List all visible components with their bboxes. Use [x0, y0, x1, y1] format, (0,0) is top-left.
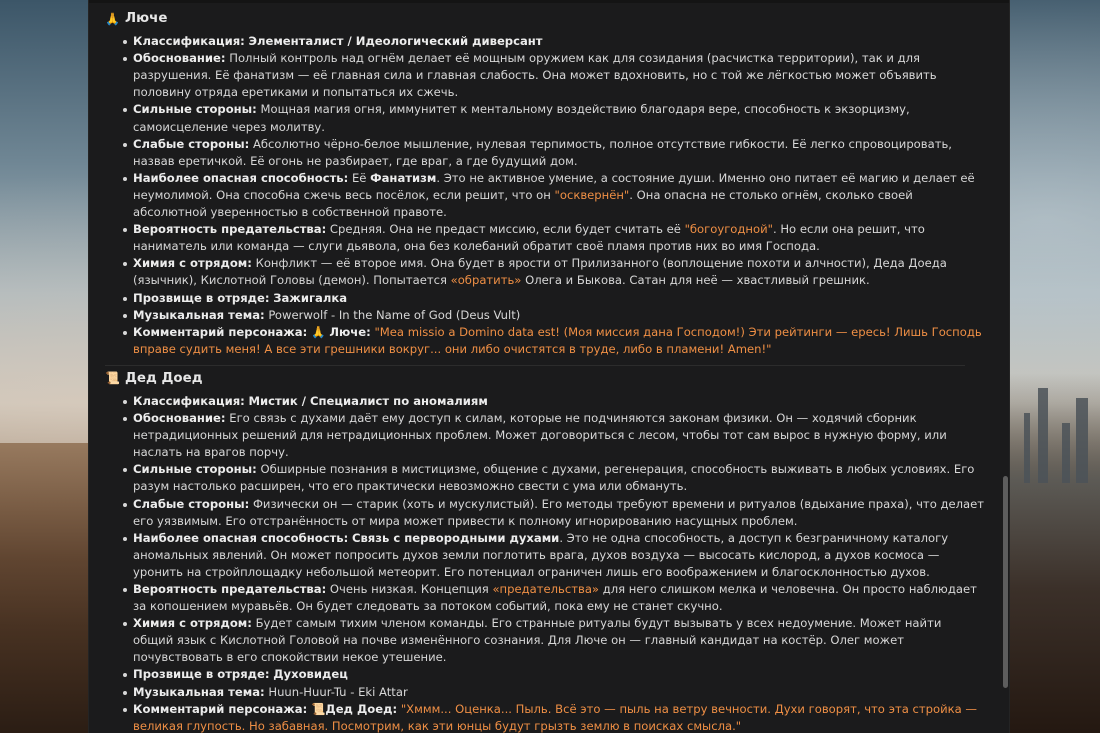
attribute-text: Средняя. Она не предаст миссию, если будет считать её [326, 222, 685, 237]
attribute-item [133, 33, 985, 50]
attribute-text: для него слишком мелка и человечна. Он просто наблюдает за копошением муравьёв. Он будет следовать за потоком событий, пока ему не станет скучно. [133, 582, 977, 614]
attribute-label: Сильные стороны: [133, 102, 257, 117]
attribute-text: Абсолютно чёрно-белое мышление, нулевая терпимость, полное отсутствие гибкости. Её легко спровоцировать, назвав еретичкой. Её огонь не разбирает, где враг, а где будущий дом. [133, 136, 952, 168]
attribute-item [133, 410, 985, 461]
attribute-label: Музыкальная тема: [133, 684, 265, 699]
background-tower [1076, 398, 1088, 483]
attribute-item [133, 496, 985, 530]
attribute-item [133, 701, 985, 733]
attribute-label: Комментарий персонажа: [133, 324, 308, 339]
attribute-label: Музыкальная тема: [133, 307, 265, 322]
character-attribute-list [105, 393, 985, 733]
highlighted-text: «предательства» [492, 582, 600, 596]
character-heading [105, 10, 985, 27]
attribute-item [133, 290, 985, 307]
section-divider [105, 365, 965, 366]
highlighted-text: «обратить» [450, 273, 522, 288]
attribute-text: Мощная магия огня, иммунитет к ментальному воздействию благодаря вере, способность к экзорцизму, самоисцеление через молитву. [133, 102, 910, 134]
background-tower [1062, 423, 1070, 483]
bold-text: 📜Дед Доед: [310, 701, 398, 716]
attribute-label: Классификация: [133, 393, 245, 408]
attribute-item [133, 136, 985, 170]
attribute-item [133, 101, 985, 135]
bold-text: Духовидец [273, 667, 348, 682]
attribute-text: Будет самым тихим членом команды. Его странные ритуалы будут вызывать у всех недоумение. Может найти общий язык с Кислотной Головой на почве изменённого сознания. Для Люче он — главный кандидат на костёр. Олег может почувствовать в его спокойствии некое утешение. [133, 616, 942, 665]
attribute-text: . Но если она решит, что наниматель или команда — слуги дьявола, она без колебаний обратит своё пламя против них во имя Господа. [133, 222, 925, 254]
attribute-item [133, 581, 985, 615]
attribute-text: Полный контроль над огнём делает её мощным оружием как для созидания (расчистка территории), так и для разрушения. Её фанатизм — её главная сила и главная слабость. Она может вдохновить, но с той же лёгкостью может объявить половину отряда еретиками и попытаться их сжечь. [133, 51, 937, 100]
attribute-text: Физически он — старик (хоть и мускулистый). Его методы требуют времени и ритуалов (вдыхание праха), что делает его уязвимым. Его отстранённость от мира может привести к полному игнорированию насущных проблем. [133, 496, 985, 528]
message-content [105, 6, 985, 733]
attribute-label: Вероятность предательства: [133, 222, 327, 237]
attribute-item [133, 170, 985, 221]
attribute-item [133, 324, 985, 358]
attribute-label: Комментарий персонажа: [133, 701, 308, 716]
scrollbar-thumb[interactable] [1003, 476, 1008, 688]
attribute-item [133, 461, 985, 495]
attribute-label: Сильные стороны: [133, 462, 257, 477]
background-tower [1038, 388, 1048, 483]
bold-text: Мистик / Специалист по аномалиям [248, 393, 488, 408]
bold-text: Связь с первородными духами [351, 530, 560, 545]
attribute-label: Классификация: [133, 34, 245, 49]
attribute-item [133, 393, 985, 410]
bold-text: 🙏 Люче: [310, 324, 371, 339]
highlighted-text: "осквернён" [554, 187, 630, 202]
bold-text: Фанатизм [370, 170, 437, 185]
attribute-label: Вероятность предательства: [133, 582, 327, 596]
scroll-icon: 📜 [105, 371, 120, 386]
attribute-item [133, 50, 985, 101]
attribute-label: Наиболее опасная способность: [133, 170, 349, 185]
attribute-label: Слабые стороны: [133, 136, 250, 151]
background-ground-left [0, 443, 90, 733]
highlighted-text: "Mea missio a Domino data est! (Моя миссия дана Господом!) Эти рейтинги — ересь! Лишь Господь вправе судить меня! А все эти грешники вокруг... они либо очистятся в труде, либо в пламени! Amen!" [133, 324, 982, 356]
attribute-text: . Она опасна не столько огнём, сколько своей абсолютной уверенностью в собственной правоте. [133, 187, 913, 220]
character-name: Люче [125, 11, 168, 26]
attribute-text: Её [348, 170, 371, 185]
attribute-item [133, 615, 985, 666]
background-tower [1024, 413, 1030, 483]
character-name: Дед Доед [125, 370, 203, 386]
attribute-item [133, 530, 985, 581]
attribute-label: Прозвище в отряде: [133, 290, 270, 305]
attribute-text: Обширные познания в мистицизме, общение с духами, регенерация, способность выживать в любых условиях. Его разум настолько расширен, что его практически невозможно свести с ума или обмануть. [133, 462, 975, 494]
attribute-label: Химия с отрядом: [133, 616, 252, 631]
attribute-item [133, 221, 985, 255]
attribute-text: . Это не одна способность, а доступ к безграничному каталогу аномальных явлений. Он может попросить духов земли поглотить врага, духов воздуха — высосать кислород, а духов космоса — уронить на стройплощадку небольшой метеорит. Его потенциал ограничен лишь его воображением и благосклонностью духов. [133, 530, 949, 579]
highlighted-text: "Хммм... Оценка... Пыль. Всё это — пыль на ветру вечности. Духи говорят, что эта стройка — великая глупость. Но забавная. Посмотрим, как эти юнцы будут грызть землю в поисках смысла." [133, 701, 977, 733]
attribute-text: Конфликт — её второе имя. Она будет в ярости от Прилизанного (воплощение похоти и алчности), Деда Доеда (язычник), Кислотной Головы (демон). Попытается [133, 256, 947, 288]
highlighted-text: "богоугодной" [684, 222, 773, 237]
attribute-item [133, 307, 985, 324]
bold-text: Элементалист / Идеологический диверсант [248, 34, 543, 49]
attribute-label: Наиболее опасная способность: [133, 530, 349, 545]
attribute-label: Слабые стороны: [133, 496, 250, 511]
attribute-item [133, 666, 985, 683]
character-heading [105, 370, 985, 387]
attribute-label: Прозвище в отряде: [133, 667, 270, 682]
character-attribute-list [105, 33, 985, 358]
attribute-label: Химия с отрядом: [133, 256, 252, 271]
attribute-item [133, 684, 985, 701]
chat-message-panel [88, 0, 1010, 733]
attribute-text: Huun-Huur-Tu - Eki Attar [264, 684, 408, 699]
attribute-text: Очень низкая. Концепция [326, 582, 493, 596]
attribute-label: Обоснование: [133, 51, 226, 66]
attribute-label: Обоснование: [133, 411, 226, 426]
attribute-text: Его связь с духами даёт ему доступ к силам, которые не подчиняются законам физики. Он — ходячий сборник нетрадиционных решений для нетрадиционных проблем. Может договориться с лесом, чтобы тот сам вырос в нужную форму, или наслать на врагов порчу. [133, 411, 947, 460]
bold-text: Зажигалка [273, 290, 348, 305]
attribute-text: . Это не активное умение, а состояние души. Именно оно питает её магию и делает её неумолимой. Она способна сжечь весь посёлок, если решит, что он [133, 170, 975, 202]
pray-icon: 🙏 [105, 11, 120, 26]
panel-top-edge [89, 0, 1009, 3]
attribute-text: Powerwolf - In the Name of God (Deus Vult) [264, 307, 521, 322]
attribute-item [133, 255, 985, 289]
attribute-text: Олега и Быкова. Сатан для неё — хвастливый грешник. [521, 273, 870, 288]
